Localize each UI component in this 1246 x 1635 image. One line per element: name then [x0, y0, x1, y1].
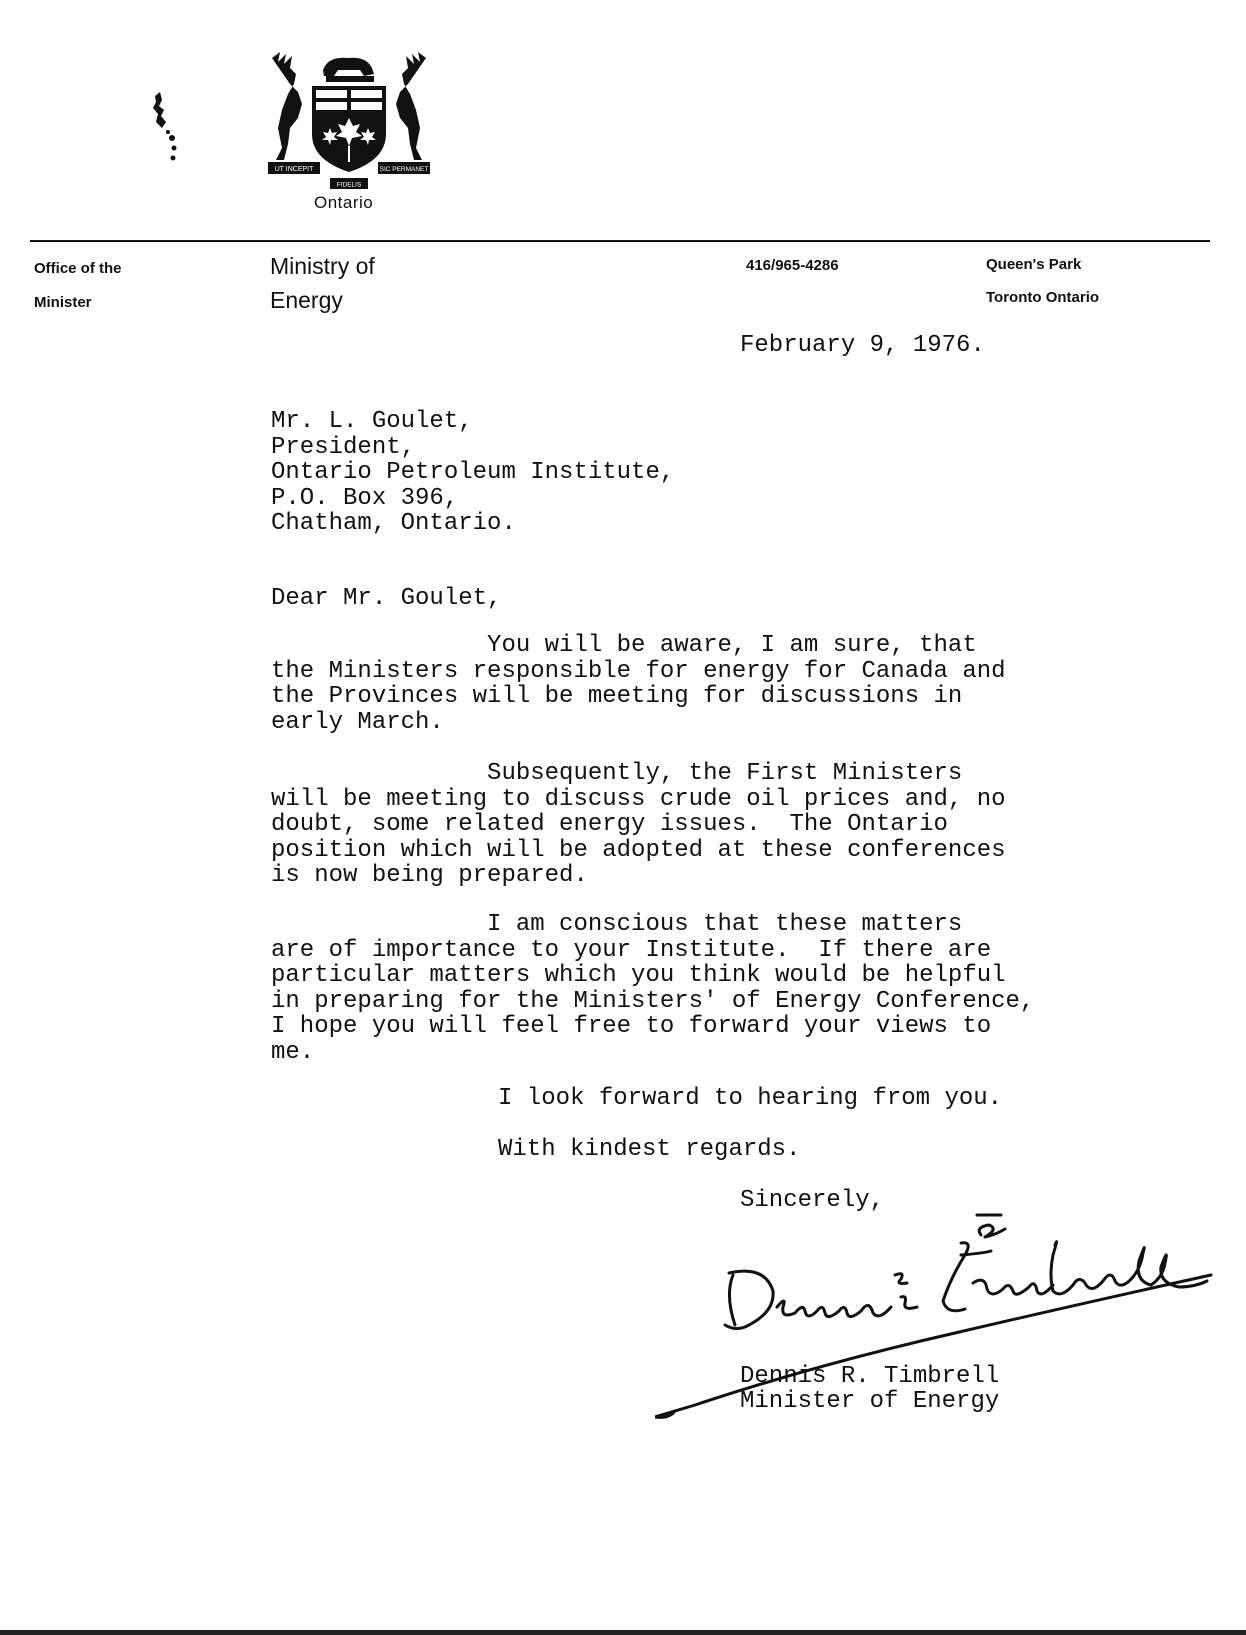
signer-name: Dennis R. Timbrell — [740, 1363, 1000, 1390]
office-label-line1: Office of the — [34, 260, 122, 277]
recipient-line: P.O. Box 396, — [271, 484, 459, 512]
regards-line: With kindest regards. — [498, 1136, 801, 1163]
recipient-address — [271, 409, 674, 537]
recipient-line: Chatham, Ontario. — [271, 510, 516, 537]
letter-date: February 9, 1976. — [740, 332, 985, 359]
signer-title: Minister of Energy — [740, 1388, 1000, 1415]
ontario-coat-of-arms-icon — [268, 48, 430, 198]
recipient-line: Ontario Petroleum Institute, — [271, 459, 675, 486]
ministry-name-line2: Energy — [270, 287, 343, 313]
sign-off: Sincerely, — [740, 1187, 885, 1214]
address-line2: Toronto Ontario — [986, 289, 1100, 306]
phone-number: 416/965-4286 — [746, 257, 839, 274]
body-paragraph-1: You will be aware, I am sure, that the Ministers responsible for energy for Canada and the Provinces will be meeting for discussions in early March. — [271, 632, 1006, 736]
ink-speck — [150, 92, 178, 172]
ministry-name-line1: Ministry of — [270, 253, 375, 279]
crest-motto-right: SIC PERMANET — [379, 166, 429, 173]
body-paragraph-3: I am conscious that these matters are of importance to your Institute. If there are particular matters which you think would be helpful in preparing for the Ministers' of Energy Conference, I hope you will feel free to forward your views to me. — [271, 911, 1035, 1066]
recipient-line: Mr. L. Goulet, — [271, 408, 473, 435]
salutation: Dear Mr. Goulet, — [271, 585, 502, 612]
office-label-line2: Minister — [34, 294, 92, 311]
crest-motto-left: UT INCEPIT — [274, 166, 314, 173]
recipient-line: President, — [271, 433, 416, 461]
crest-motto-center: FIDELIS — [336, 181, 362, 189]
province-label: Ontario — [314, 193, 374, 212]
body-paragraph-2: Subsequently, the First Ministers will be meeting to discuss crude oil prices and, no doubt, some related energy issues. The Ontario position which will be adopted at these conferences is now being prepared. — [271, 760, 1006, 889]
letterhead-divider — [30, 240, 1210, 242]
scan-bottom-edge — [0, 1630, 1246, 1635]
address-line1: Queen's Park — [986, 256, 1082, 273]
closing-line: I look forward to hearing from you. — [498, 1085, 1003, 1112]
